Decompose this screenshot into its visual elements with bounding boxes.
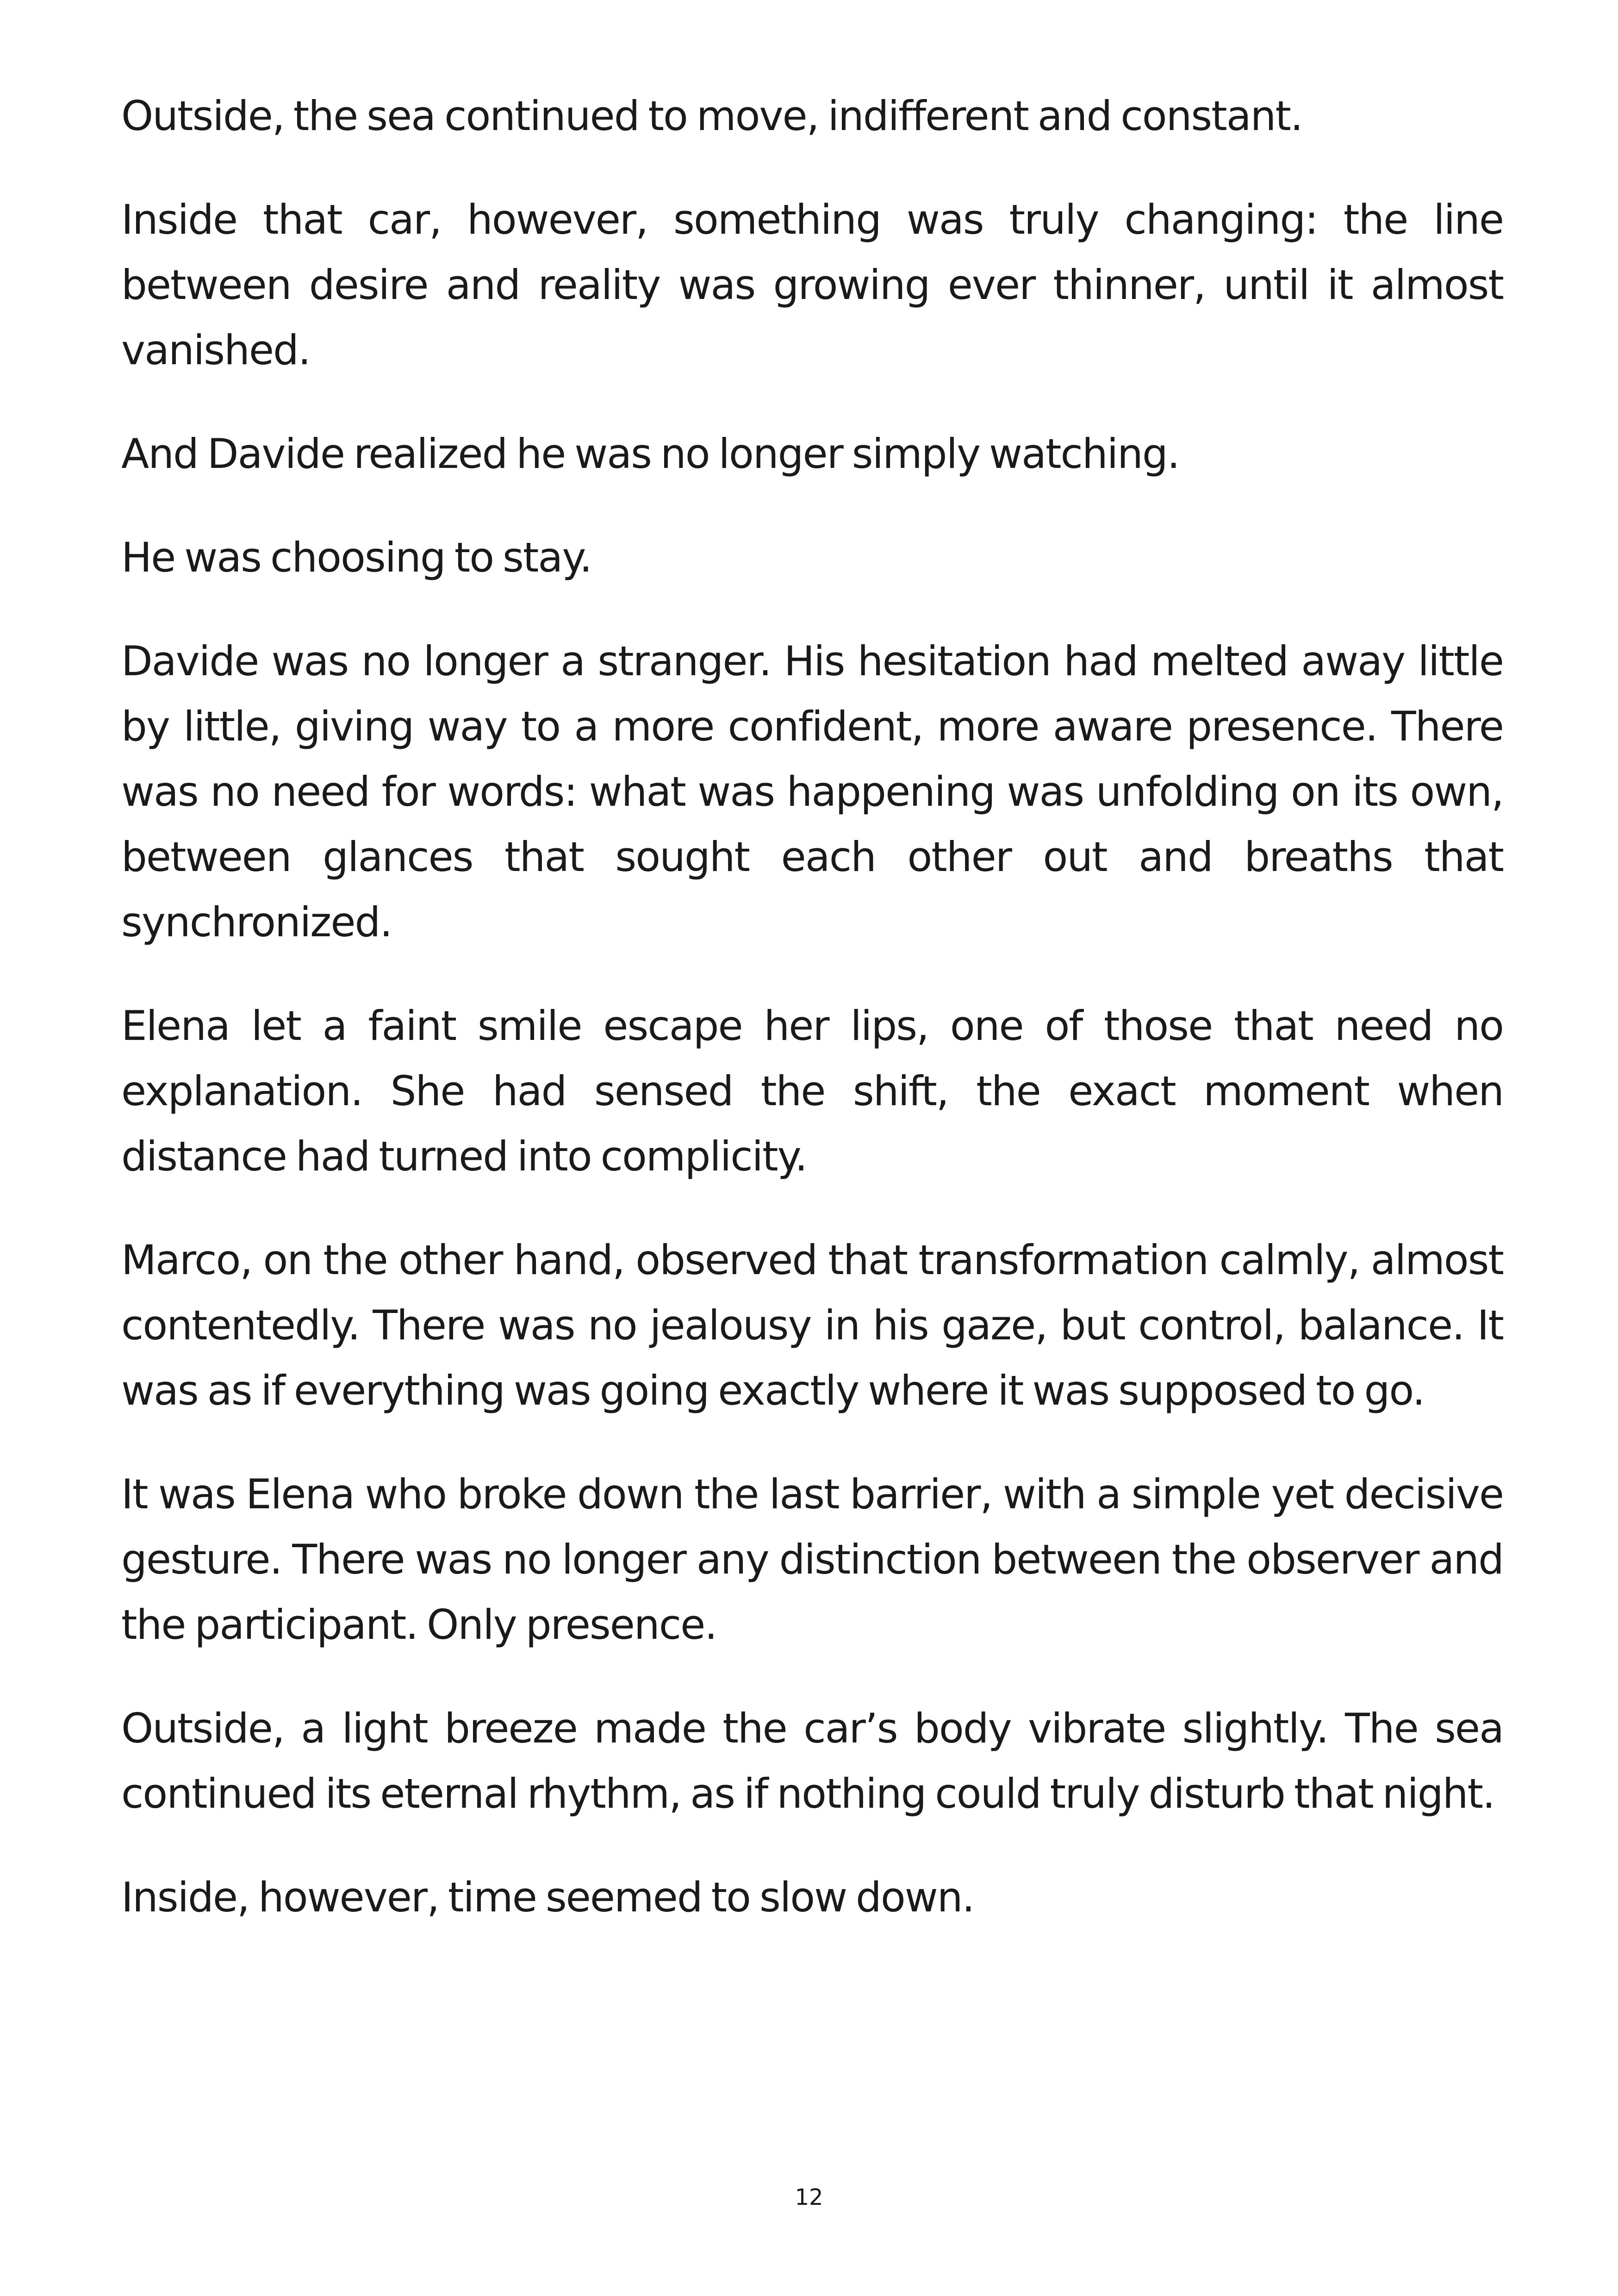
body-text (121, 83, 1503, 1968)
paragraph: Marco, on the other hand, observed that transformation calmly, almost contentedly. There was no jealousy in his gaze, but control, balance. It was as if everything was going exactly where it was supposed to go. (121, 1236, 1503, 1414)
paragraph: Outside, a light breeze made the car’s body vibrate slightly. The sea continued its eternal rhythm, as if nothing could truly disturb that night. (121, 1705, 1503, 1817)
paragraph: He was choosing to stay. (121, 534, 591, 581)
paragraph: Elena let a faint smile escape her lips, one of those that need no explanation. She had sensed the shift, the exact moment when distance had turned into complicity. (121, 1002, 1503, 1180)
paragraph: Inside, however, time seemed to slow down. (121, 1873, 974, 1921)
page-number: 12 (795, 2184, 823, 2210)
paragraph: Davide was no longer a stranger. His hesitation had melted away little by little, giving way to a more confident, more aware presence. There was no need for words: what was happening was unfolding on its own, between glances that sought each other out and breaths that synchronized. (121, 637, 1503, 946)
paragraph: And Davide realized he was no longer simply watching. (121, 430, 1179, 478)
paragraph: Inside that car, however, something was truly changing: the line between desire and reality was growing ever thinner, until it almost vanished. (121, 196, 1503, 374)
paragraph: Outside, the sea continued to move, indifferent and constant. (121, 92, 1302, 140)
paragraph: It was Elena who broke down the last barrier, with a simple yet decisive gesture. There was no longer any distinction between the observer and the participant. Only presence. (121, 1470, 1503, 1649)
